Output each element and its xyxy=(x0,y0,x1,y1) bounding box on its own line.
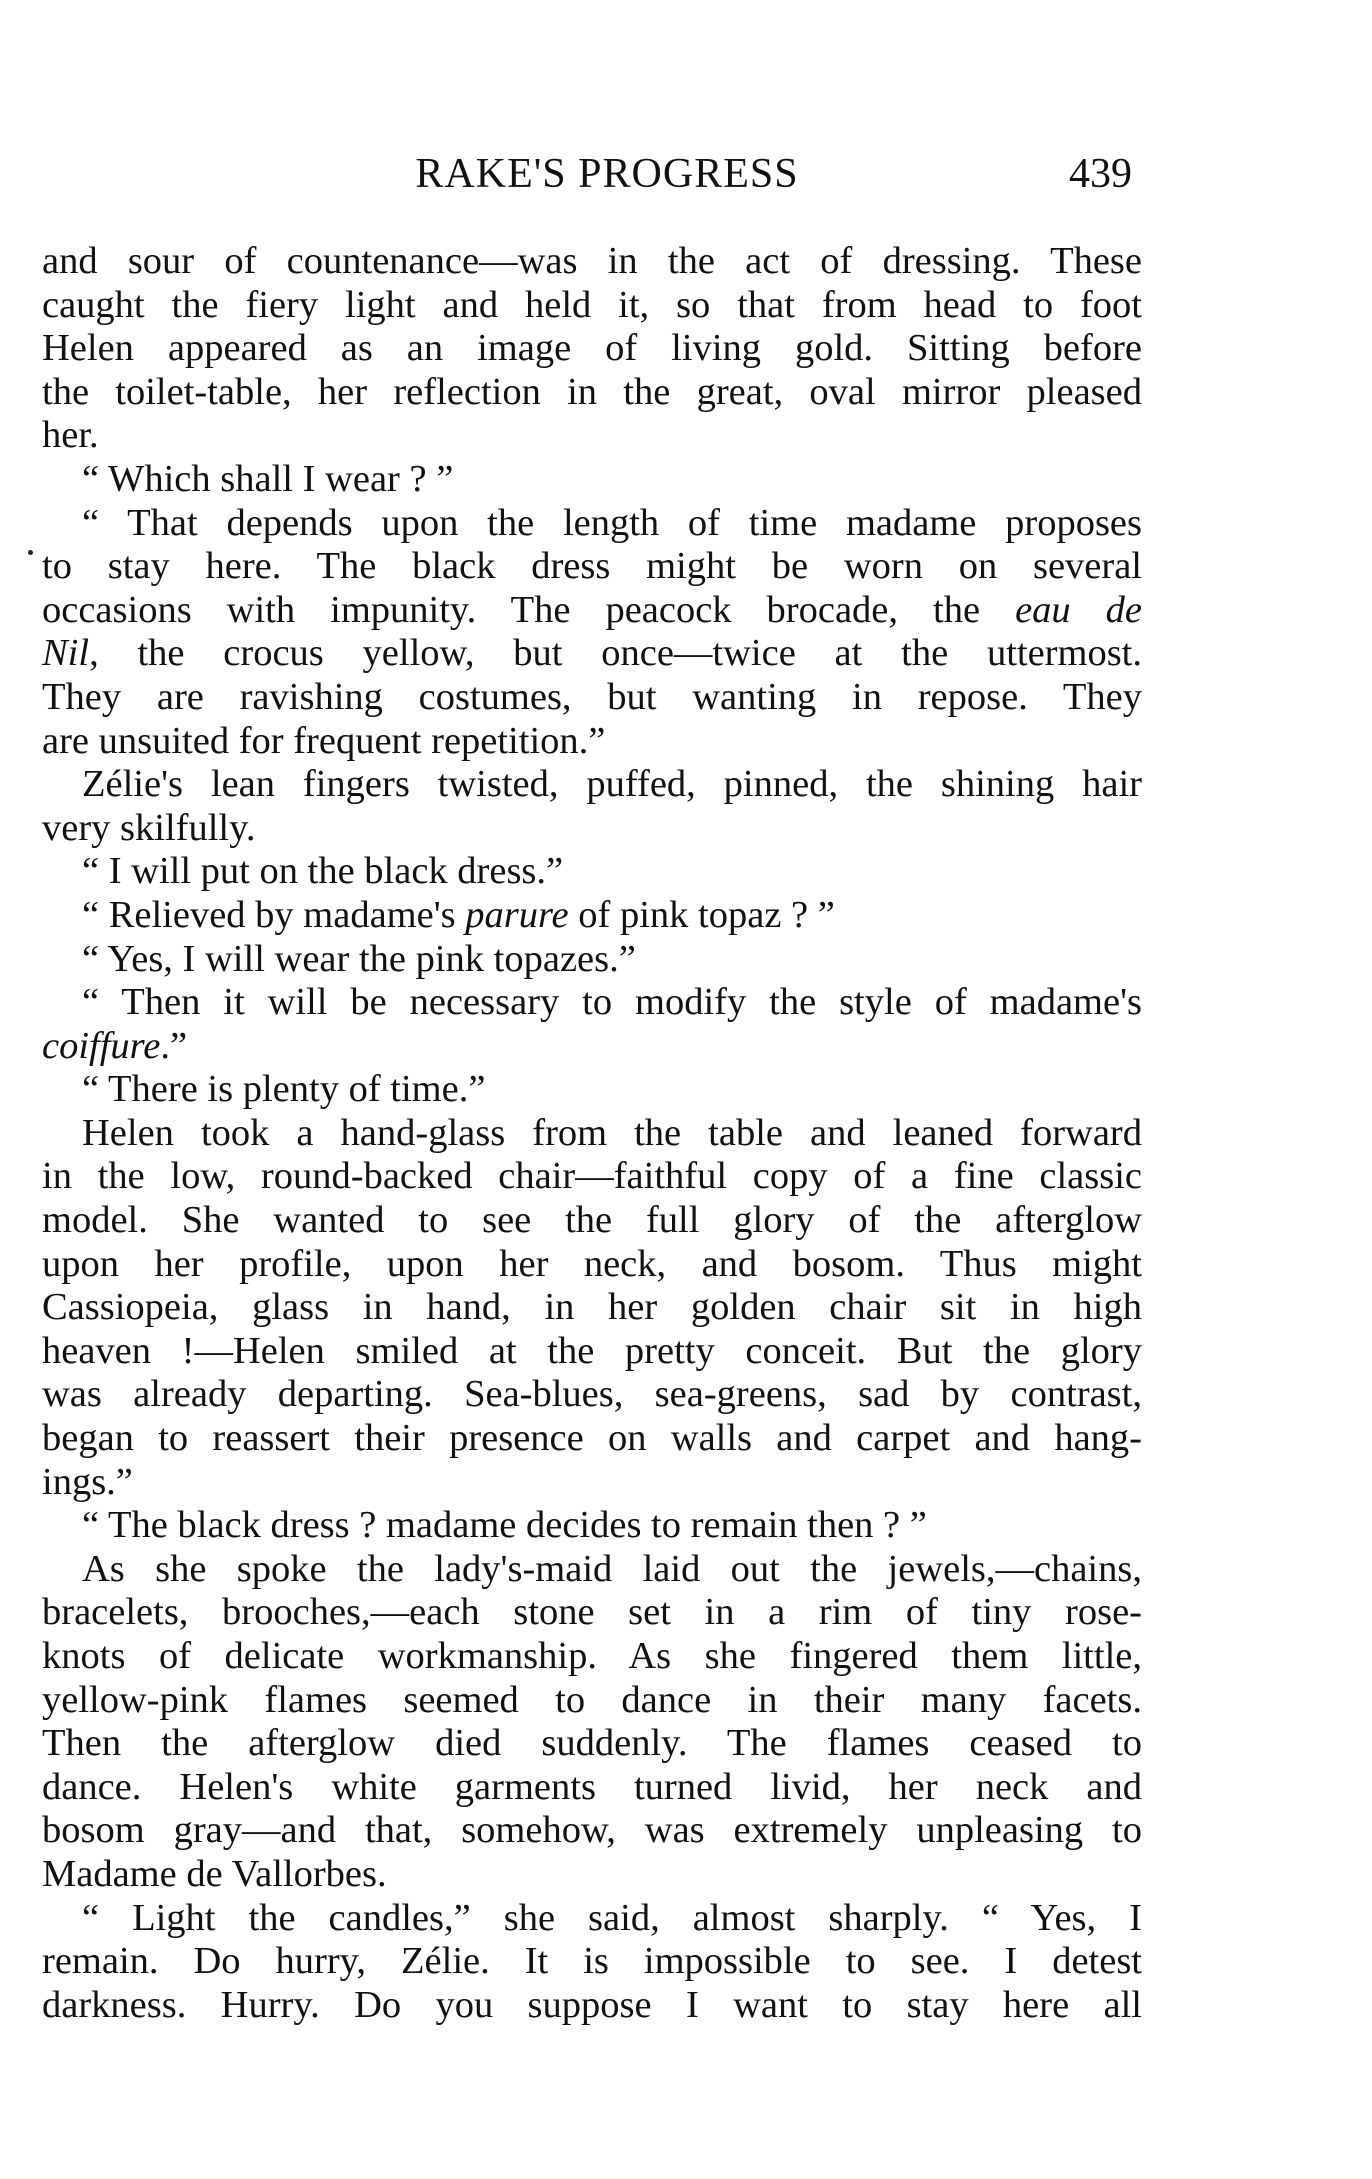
text-line: Helen appeared as an image of living gold. Sitting before xyxy=(42,327,1142,370)
text-line xyxy=(42,894,1142,938)
text-line: yellow-pink flames seemed to dance in their many facets. xyxy=(42,1678,1142,1721)
text-segment: occasions with impunity. The peacock brocade, the xyxy=(42,588,1016,631)
text-line: caught the fiery light and held it, so that from head to foot xyxy=(42,283,1142,326)
page-header xyxy=(42,150,1132,210)
text-line: “ I will put on the black dress.” xyxy=(82,850,564,893)
text-line xyxy=(42,1025,1142,1069)
text-line: remain. Do hurry, Zélie. It is impossible to see. I detest xyxy=(42,1940,1142,1983)
text-line: her. xyxy=(42,414,99,457)
text-line: As she spoke the lady's-maid laid out the jewels,—chains, xyxy=(82,1547,1142,1590)
text-line: heaven !—Helen smiled at the pretty conceit. But the glory xyxy=(42,1329,1142,1372)
text-segment: , the crocus yellow, but once—twice at the uttermost. xyxy=(89,632,1142,675)
text-line xyxy=(42,589,1142,633)
italic-phrase: Nil xyxy=(42,632,90,675)
text-line: Helen took a hand-glass from the table and leaned forward xyxy=(82,1111,1142,1154)
text-line: model. She wanted to see the full glory of the afterglow xyxy=(42,1199,1142,1242)
text-line: bracelets, brooches,—each stone set in a rim of tiny rose- xyxy=(42,1591,1142,1634)
text-line xyxy=(42,632,1142,676)
text-line: the toilet-table, her reflection in the great, oval mirror pleased xyxy=(42,370,1142,413)
text-line: “ Yes, I will wear the pink topazes.” xyxy=(82,937,636,980)
text-line: darkness. Hurry. Do you suppose I want to stay here all xyxy=(42,1983,1142,2026)
text-line: was already departing. Sea-blues, sea-greens, sad by contrast, xyxy=(42,1373,1142,1416)
text-line: “ Then it will be necessary to modify the style of madame's xyxy=(82,981,1142,1024)
text-line: ings.” xyxy=(42,1460,133,1503)
text-line: “ Which shall I wear ? ” xyxy=(82,457,454,500)
text-line: began to reassert their presence on walls and carpet and hang- xyxy=(42,1417,1142,1460)
text-line: upon her profile, upon her neck, and bosom. Thus might xyxy=(42,1242,1142,1285)
text-line: knots of delicate workmanship. As she fingered them little, xyxy=(42,1635,1142,1677)
text-line: Then the afterglow died suddenly. The flames ceased to xyxy=(42,1722,1142,1765)
text-line: “ The black dress ? madame decides to remain then ? ” xyxy=(82,1504,927,1547)
text-segment: of pink topaz ? ” xyxy=(568,893,835,936)
text-line: bosom gray—and that, somehow, was extremely unpleasing to xyxy=(42,1809,1142,1852)
text-line: are unsuited for frequent repetition.” xyxy=(42,719,606,762)
text-line: “ Light the candles,” she said, almost sharply. “ Yes, I xyxy=(82,1896,1142,1939)
text-segment: .” xyxy=(160,1024,188,1067)
text-segment: “ Relieved by madame's xyxy=(82,893,466,936)
page-number: 439 xyxy=(1069,151,1132,197)
body-text xyxy=(42,240,1142,2027)
text-line: Madame de Vallorbes. xyxy=(42,1852,387,1895)
text-line: to stay here. The black dress might be worn on several xyxy=(42,545,1142,588)
text-line: and sour of countenance—was in the act of dressing. These xyxy=(42,240,1142,282)
text-line: very skilfully. xyxy=(42,806,256,849)
text-line: They are ravishing costumes, but wanting in repose. They xyxy=(42,675,1142,718)
text-line: Zélie's lean fingers twisted, puffed, pinned, the shining hair xyxy=(82,763,1142,806)
text-line: dance. Helen's white garments turned livid, her neck and xyxy=(42,1765,1142,1808)
text-line: “ That depends upon the length of time madame proposes xyxy=(82,501,1142,544)
italic-phrase: eau de xyxy=(1015,588,1142,631)
text-line: Cassiopeia, glass in hand, in her golden chair sit in high xyxy=(42,1286,1142,1329)
text-line: “ There is plenty of time.” xyxy=(82,1068,486,1111)
italic-phrase: coiffure xyxy=(42,1024,161,1067)
running-title: RAKE'S PROGRESS xyxy=(415,151,799,197)
print-speck xyxy=(28,550,33,555)
italic-phrase: parure xyxy=(465,893,569,936)
text-line: in the low, round-backed chair—faithful copy of a fine classic xyxy=(42,1155,1142,1198)
